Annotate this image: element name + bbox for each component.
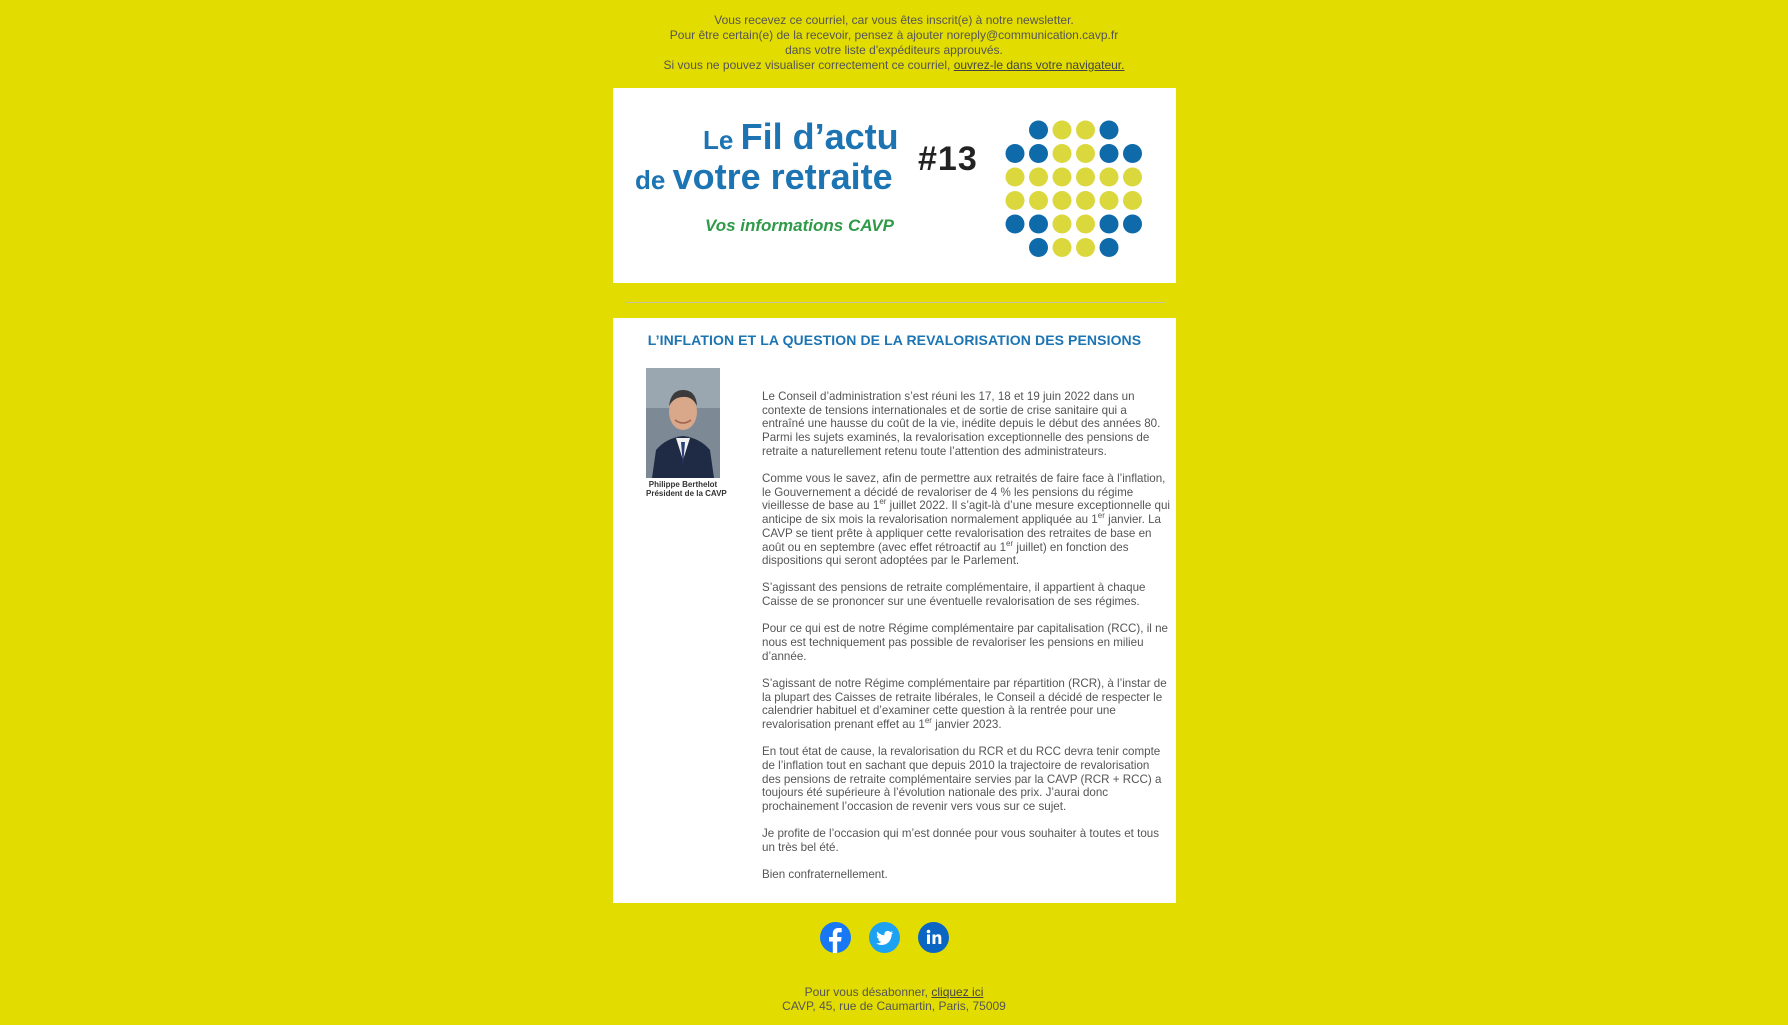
superscript-er: er bbox=[1006, 538, 1014, 548]
unsubscribe-text: Pour vous désabonner, bbox=[804, 985, 932, 999]
logo-dot bbox=[1029, 144, 1048, 163]
issue-number: #13 bbox=[918, 140, 978, 178]
logo-dot bbox=[1053, 168, 1072, 187]
p5-part-b: janvier 2023. bbox=[931, 718, 1002, 732]
preheader-line-4 bbox=[594, 58, 1194, 73]
logo-dot bbox=[1053, 191, 1072, 210]
article-title: L’INFLATION ET LA QUESTION DE LA REVALORISATION DES PENSIONS bbox=[647, 332, 1142, 348]
logo-dot bbox=[1076, 121, 1095, 140]
logo-dot bbox=[1029, 168, 1048, 187]
author-role: Président de la CAVP bbox=[646, 489, 727, 498]
paragraph-3: S’agissant des pensions de retraite complémentaire, il appartient à chaque Caisse de se prononcer sur une éventuelle revalorisation de ses régimes. bbox=[762, 581, 1146, 609]
newsletter-banner bbox=[613, 88, 1176, 283]
p2-part-d: juillet) en fonction des dispositions qui seront adoptées par le Parlement. bbox=[762, 540, 1129, 568]
title-de: de bbox=[635, 165, 673, 195]
footer-address: CAVP, 45, rue de Caumartin, Paris, 75009 bbox=[782, 999, 1006, 1013]
logo-dot bbox=[1006, 215, 1025, 234]
logo-dot bbox=[1123, 215, 1142, 234]
preheader-line-2: Pour être certain(e) de la recevoir, pensez à ajouter noreply@communication.cavp.fr bbox=[669, 28, 1119, 42]
author-photo-block bbox=[646, 368, 727, 498]
preheader-line-3: dans votre liste d'expéditeurs approuvés. bbox=[785, 43, 1003, 57]
logo-dot bbox=[1029, 121, 1048, 140]
logo-dot bbox=[1076, 168, 1095, 187]
logo-dot bbox=[1100, 144, 1119, 163]
divider bbox=[625, 302, 1165, 303]
logo-dot bbox=[1100, 168, 1119, 187]
logo-dot bbox=[1053, 121, 1072, 140]
paragraph-8: Bien confraternellement. bbox=[762, 868, 888, 882]
paragraph-7: Je profite de l’occasion qui m’est donnée pour vous souhaiter à toutes et tous un très bel été. bbox=[762, 827, 1160, 854]
photo-caption bbox=[646, 480, 727, 498]
superscript-er: er bbox=[1097, 511, 1105, 521]
logo-dot bbox=[1006, 144, 1025, 163]
logo-dot bbox=[1076, 238, 1095, 257]
p2-part-b: juillet 2022. Il s’agit-là d’une mesure exceptionnelle qui anticipe de six mois la revalorisation normalement appliquée au 1 bbox=[762, 499, 1171, 527]
logo-dot bbox=[1053, 238, 1072, 257]
paragraph-4: Pour ce qui est de notre Régime complémentaire par capitalisation (RCC), il ne nous est techniquement pas possible de revaloriser les pensions en milieu d’année. bbox=[762, 622, 1168, 663]
superscript-er: er bbox=[879, 497, 887, 507]
social-links bbox=[820, 922, 970, 954]
paragraph-1: Le Conseil d’administration s’est réuni les 17, 18 et 19 juin 2022 dans un contexte de tensions internationales et de sortie de crise sanitaire qui a entraîné une hausse du coût de la vie, inédite depuis le début des années 80. Parmi les sujets examinés, la revalorisation exceptionnelle des pensions de retraite a naturellement retenu toute l’attention des administrateurs. bbox=[762, 390, 1161, 458]
banner-subtitle: Vos informations CAVP bbox=[705, 216, 894, 235]
logo-dot bbox=[1123, 191, 1142, 210]
linkedin-icon[interactable] bbox=[918, 922, 949, 953]
superscript-er: er bbox=[924, 716, 932, 726]
preheader-browser-text: Si vous ne pouvez visualiser correctement ce courriel, bbox=[663, 58, 954, 72]
author-photo bbox=[646, 368, 720, 478]
unsubscribe-link[interactable]: cliquez ici bbox=[931, 985, 984, 999]
title-votre-retraite: votre retraite bbox=[672, 156, 893, 197]
p5-part-a: S’agissant de notre Régime complémentaire par répartition (RCR), à l’instar de la plupart des Caisses de retraite libérales, le Conseil a décidé de respecter le calendrier habituel et d’examiner cette question à la rentrée pour une revalorisation prenant effet au 1 bbox=[762, 676, 1167, 732]
logo-dot bbox=[1006, 168, 1025, 187]
preheader-line-1: Vous recevez ce courriel, car vous êtes inscrit(e) à notre newsletter. bbox=[714, 13, 1074, 27]
p2-part-a: Comme vous le savez, afin de permettre aux retraités de faire face à l’inflation, le Gouvernement a décidé de revaloriser de 4 % les pensions du régime vieillesse de base au 1 bbox=[762, 472, 1166, 513]
logo-dot bbox=[1100, 191, 1119, 210]
logo-dot bbox=[1100, 215, 1119, 234]
title-fil-dactu: Fil d’actu bbox=[740, 116, 899, 157]
logo-dot bbox=[1100, 121, 1119, 140]
logo-dot bbox=[1076, 191, 1095, 210]
logo-dot bbox=[1029, 191, 1048, 210]
logo-dot bbox=[1076, 144, 1095, 163]
title-le: Le bbox=[703, 125, 741, 155]
portrait-image bbox=[646, 368, 720, 478]
preheader bbox=[594, 13, 1194, 73]
banner-title-line-1 bbox=[703, 116, 903, 158]
open-in-browser-link[interactable]: ouvrez-le dans votre navigateur. bbox=[953, 58, 1125, 72]
author-name: Philippe Berthelot bbox=[648, 480, 718, 489]
logo-dot bbox=[1053, 144, 1072, 163]
p2-part-c: janvier. La CAVP se tient prête à appliquer cette revalorisation des retraites de base en août ou en septembre (avec effet rétroactif au 1 bbox=[762, 513, 1161, 554]
logo-dot bbox=[1123, 144, 1142, 163]
dots-logo-icon bbox=[1003, 118, 1153, 268]
twitter-icon[interactable] bbox=[869, 922, 900, 953]
unsubscribe-line bbox=[594, 985, 1194, 999]
article-body bbox=[762, 390, 1170, 895]
logo-dot bbox=[1029, 215, 1048, 234]
paragraph-2 bbox=[762, 472, 1170, 568]
logo-dot bbox=[1076, 215, 1095, 234]
banner-title-line-2 bbox=[635, 156, 895, 198]
logo-dot bbox=[1006, 191, 1025, 210]
facebook-icon[interactable] bbox=[820, 922, 851, 953]
footer bbox=[594, 985, 1194, 1013]
logo-dot bbox=[1053, 215, 1072, 234]
logo-dot bbox=[1123, 168, 1142, 187]
logo-dot bbox=[1100, 238, 1119, 257]
paragraph-5 bbox=[762, 677, 1170, 732]
paragraph-6: En tout état de cause, la revalorisation du RCR et du RCC devra tenir compte de l’inflation tout en sachant que depuis 2010 la trajectoire de revalorisation des pensions de retraite complémentaire servies par la CAVP (RCR + RCC) a toujours été supérieure à l’évolution nationale des prix. J’aurai donc prochainement l’occasion de revenir vers vous sur ce sujet. bbox=[762, 745, 1162, 814]
logo-dot bbox=[1029, 238, 1048, 257]
article-card bbox=[613, 318, 1176, 903]
